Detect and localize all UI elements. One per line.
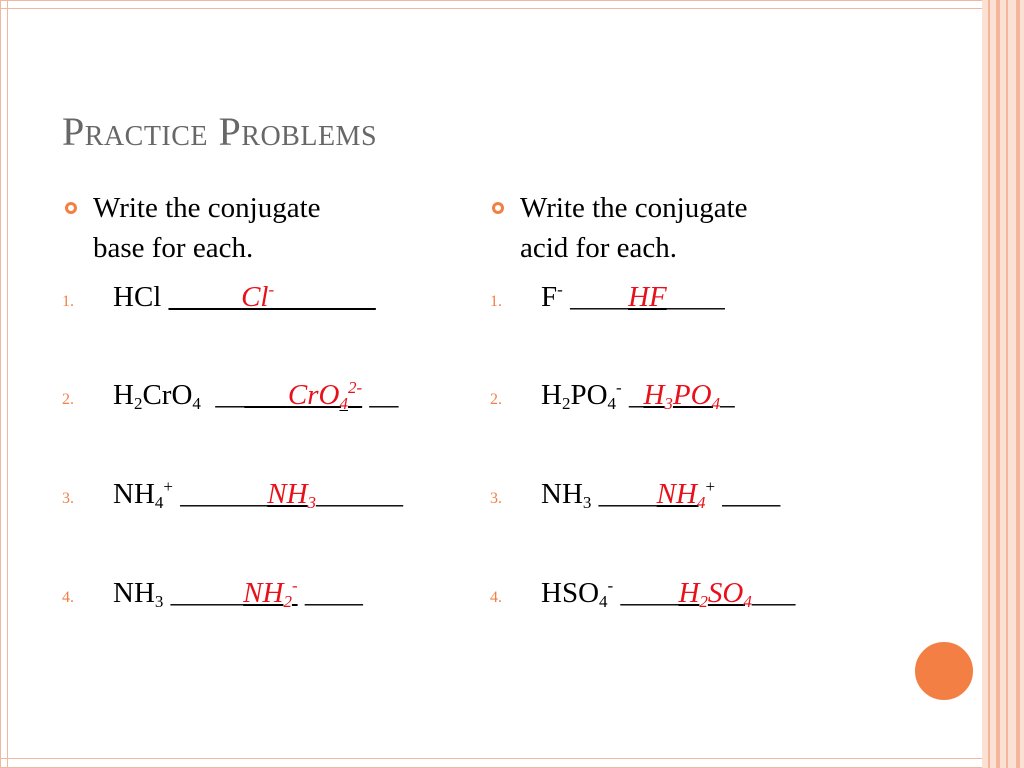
right-instruction-line2: acid for each. [520,232,677,264]
slide-frame-bottom [0,758,984,768]
right-item-2: $H_2PO_4^-$ $\_H_3PO_4\_$ [541,378,735,413]
list-number: 3. [490,490,502,507]
list-number: 3. [62,490,74,507]
list-number: 2. [62,391,74,408]
left-instruction-line1: Write the conjugate [93,192,321,224]
list-number: 1. [62,293,74,310]
list-number: 4. [490,589,502,606]
right-instruction-line1: Write the conjugate [520,192,748,224]
decorative-circle [913,640,975,702]
left-item-1: HCl _____Cl-_______ [113,280,376,313]
slide-right-band [982,0,1024,768]
left-instruction [93,188,321,268]
right-item-1: F- ____HF____ [541,280,725,313]
slide-title: Practice Problems [62,109,378,154]
left-item-2: $H_2CrO_4$ _____CrO$_4^{2-}$ __ [113,378,399,413]
left-item-4: $NH_3$ $\_\_\_\_\_NH_2^-$ ____ [113,576,363,611]
slide-frame-left [0,0,8,768]
right-item-4: $HSO_4^-$ $\_\_\_\_H_2SO_4\_\_\_$ [541,576,796,611]
left-item-3: $NH_4^+$ $\_\_\_\_\_\_NH_3\_\_\_\_\_\_$ [113,477,404,512]
bullet-circle-icon [65,202,77,214]
right-item-3: $NH_3$ $\_\_\_\_NH_4^+$ ____ [541,477,781,512]
list-number: 4. [62,589,74,606]
list-number: 2. [490,391,502,408]
left-instruction-line2: base for each. [93,232,254,264]
slide-frame-top [0,0,984,9]
bullet-circle-icon [492,202,504,214]
right-instruction [520,188,748,268]
list-number: 1. [490,293,502,310]
